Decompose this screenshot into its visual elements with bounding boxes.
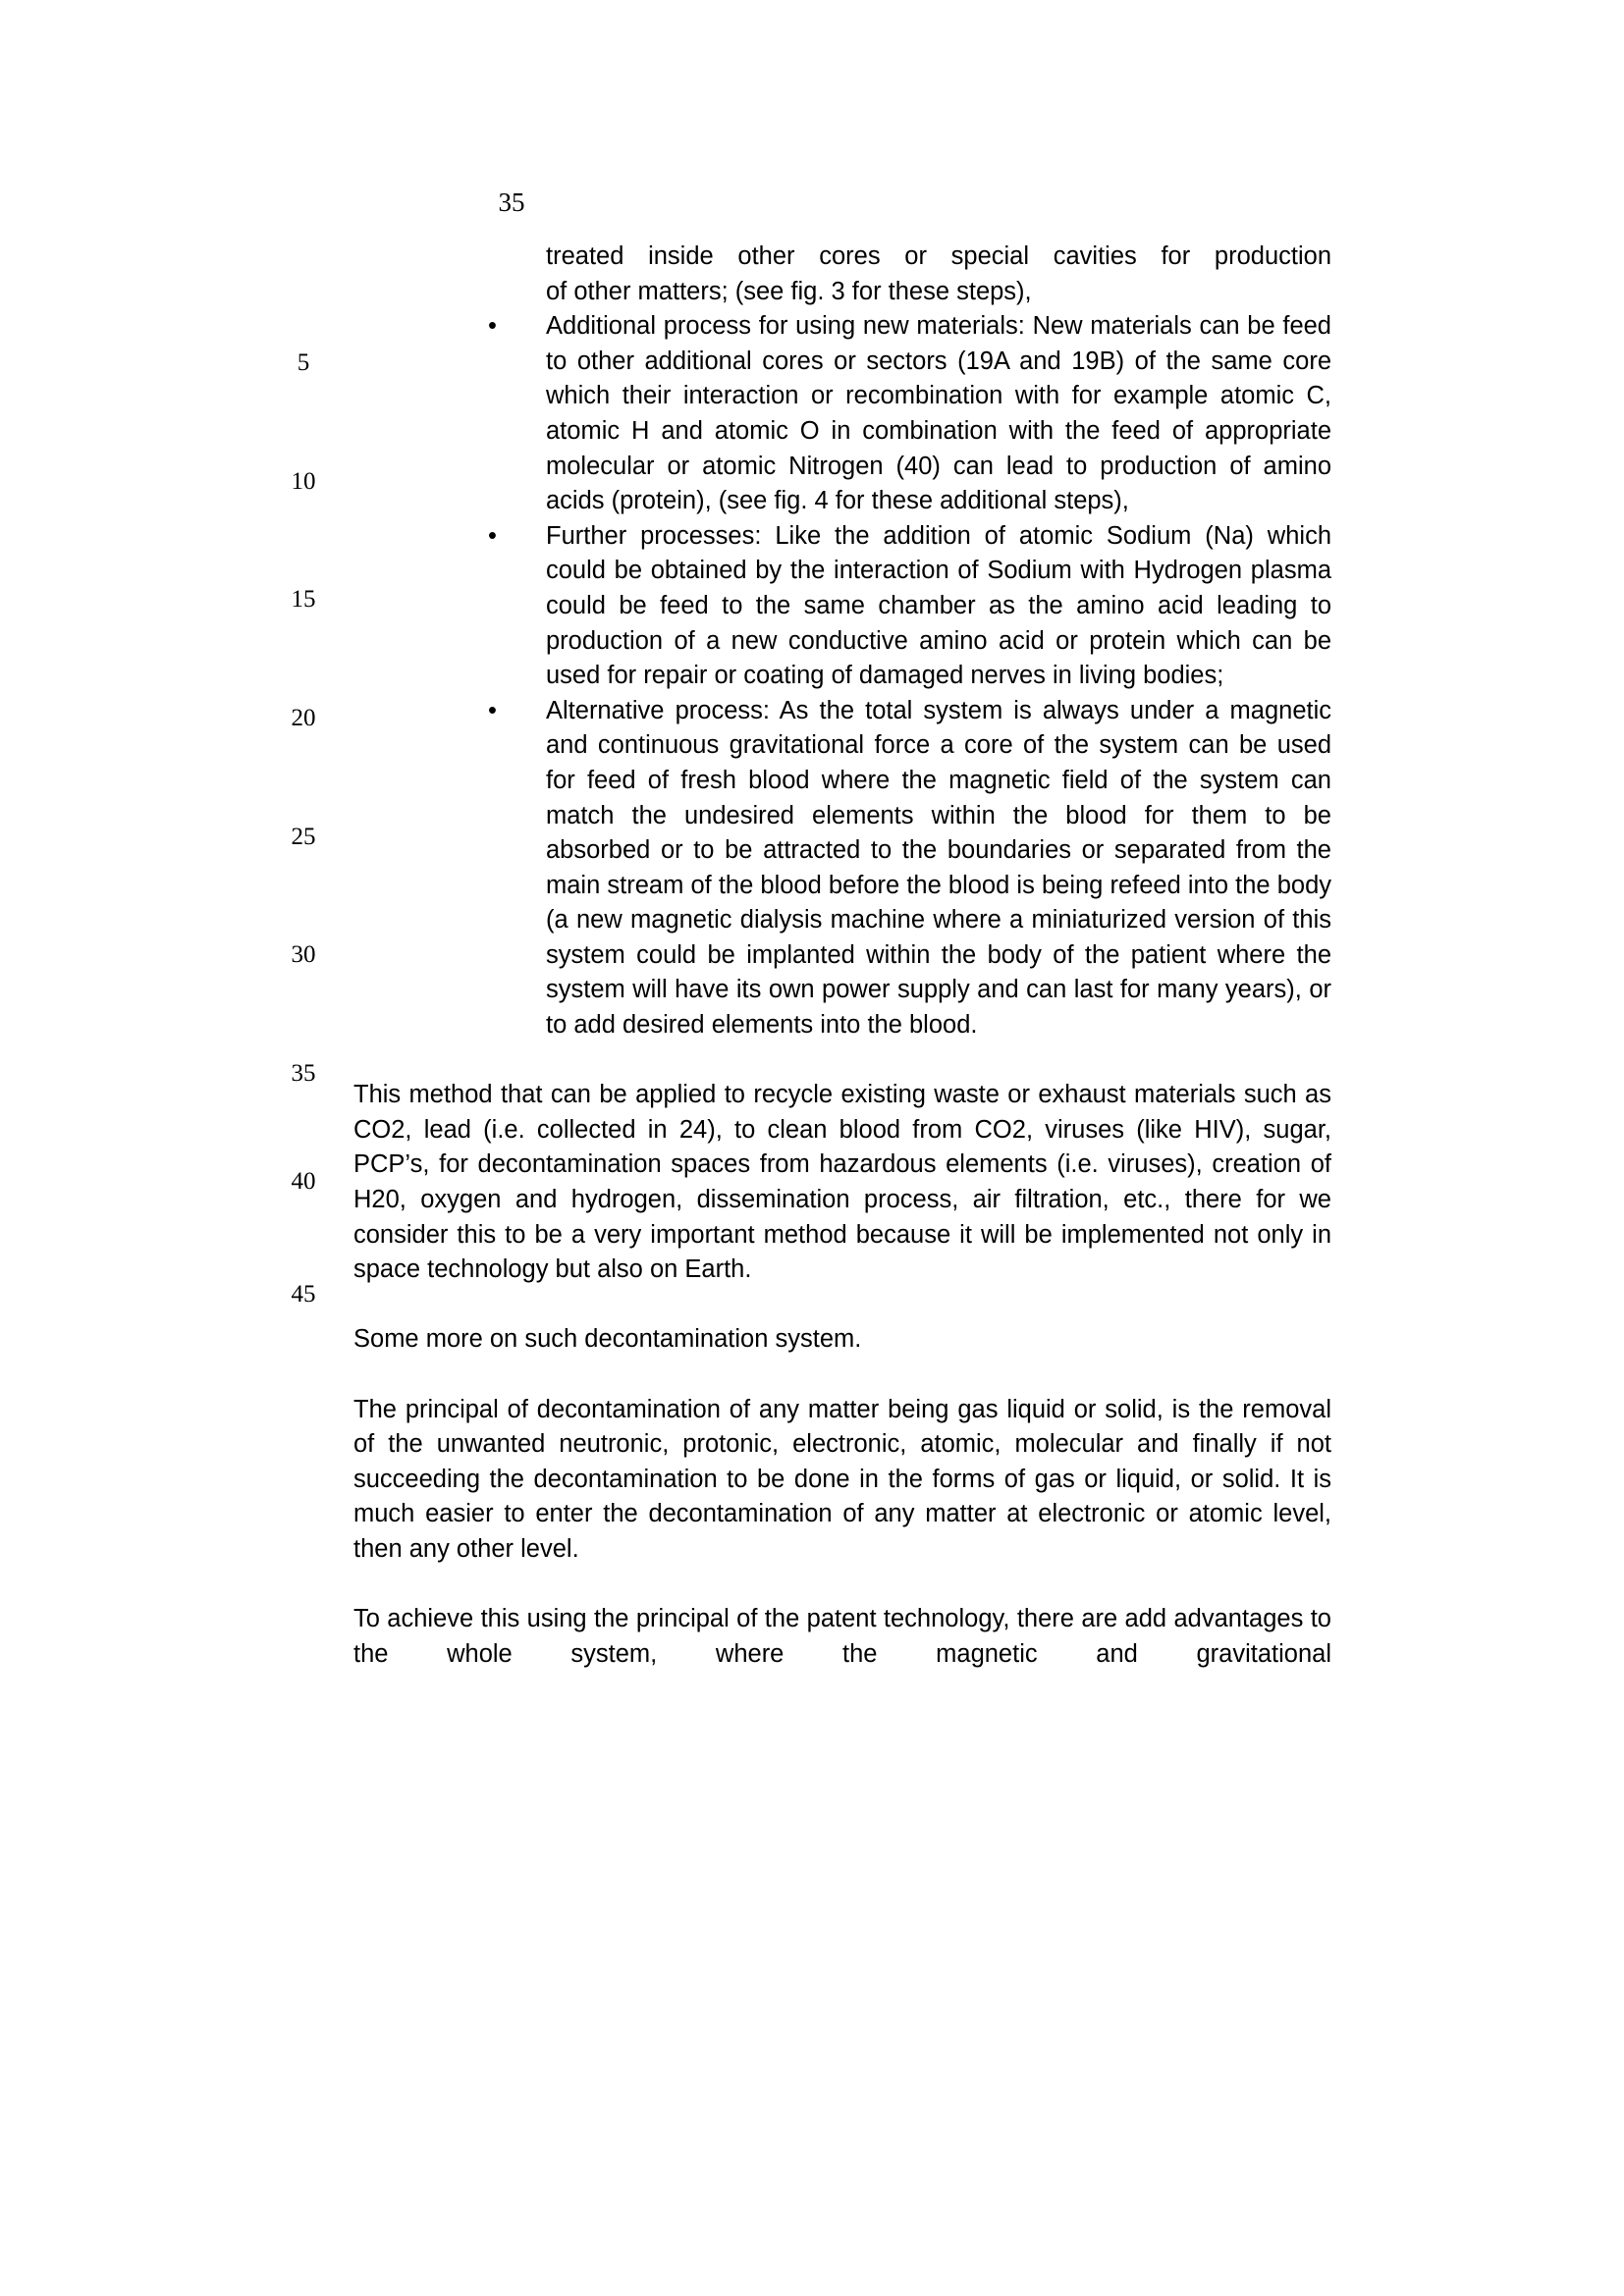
line-number: 10 bbox=[291, 468, 316, 495]
paragraph-gap bbox=[353, 1568, 1331, 1603]
list-item-text: Further processes: Like the addition of atomic Sodium (Na) which could be obtained by the interaction of Sodium with Hydrogen plasma could be feed to the same chamber as the amino acid leading to production of a new conductive amino acid or protein which can be used for repair or coating of damaged nerves in living bodies; bbox=[546, 521, 1331, 690]
list-item bbox=[488, 519, 1331, 694]
paragraph-gap bbox=[353, 1288, 1331, 1323]
line-number: 5 bbox=[297, 349, 310, 376]
paragraph-gap bbox=[353, 1043, 1331, 1079]
list-item-text: Additional process for using new materials: New materials can be feed to other additional cores or sectors (19A and 19B) of the same core which their interaction or recombination with for example atomic C, atomic H and atomic O in combination with the feed of appropriate molecular or atomic Nitrogen (40) can lead to production of amino acids (protein), (see fig. 4 for these additional steps), bbox=[546, 312, 1331, 515]
line-number: 20 bbox=[291, 705, 316, 731]
list-intro-line: treated inside other cores or special cavities for production bbox=[546, 242, 1331, 270]
text-column bbox=[353, 240, 1331, 1672]
paragraph-principal-decontamination: The principal of decontamination of any matter being gas liquid or solid, is the removal of the unwanted neutronic, protonic, electronic, atomic, molecular and finally if not succeeding the decontamination to be done in the forms of gas or liquid, or solid. It is much easier to enter the decontamination of any matter at electronic or atomic level, then any other level. bbox=[353, 1395, 1331, 1563]
list-item bbox=[488, 309, 1331, 519]
line-number: 35 bbox=[291, 1060, 316, 1087]
list-intro bbox=[353, 240, 1331, 309]
page-number: 35 bbox=[498, 187, 525, 217]
line-number: 15 bbox=[291, 586, 316, 613]
list-item-text: Alternative process: As the total system is always under a magnetic and continuous gravitational force a core of the system can be used for feed of fresh blood where the magnetic field of the system can match the undesired elements within the blood for them to be absorbed or to be attracted to the boundaries or separated from the main stream of the blood before the blood is being refeed into the body (a new magnetic dialysis machine where a miniaturized version of this system could be implanted within the body of the patient where the system will have its own power supply and can last for many years), or to add desired elements into the blood. bbox=[546, 696, 1331, 1040]
list-intro-line: of other matters; (see fig. 3 for these steps), bbox=[546, 277, 1032, 305]
line-number: 45 bbox=[291, 1281, 316, 1308]
line-number: 40 bbox=[291, 1168, 316, 1195]
paragraph-to-achieve-this: To achieve this using the principal of the patent technology, there are add advantages to the whole system, where the magnetic and gravitational bbox=[353, 1605, 1331, 1668]
line-number: 30 bbox=[291, 941, 316, 968]
bullet-icon: • bbox=[488, 312, 497, 341]
bullet-icon: • bbox=[488, 696, 497, 724]
process-bullet-list bbox=[353, 309, 1331, 1042]
list-item bbox=[488, 694, 1331, 1043]
line-number: 25 bbox=[291, 824, 316, 850]
paragraph-gap bbox=[353, 1358, 1331, 1393]
paragraph-some-more: Some more on such decontamination system. bbox=[353, 1325, 862, 1354]
paragraph-recycle-method: This method that can be applied to recycle existing waste or exhaust materials such as CO2, lead (i.e. collected in 24), to clean blood from CO2, viruses (like HIV), sugar, PCP’s, for decontamination spaces from hazardous elements (i.e. viruses), creation of H20, oxygen and hydrogen, dissemination process, air filtration, etc., there for we consider this to be a very important method because it will be implemented not only in space technology but also on Earth. bbox=[353, 1081, 1331, 1284]
bullet-icon: • bbox=[488, 521, 497, 550]
